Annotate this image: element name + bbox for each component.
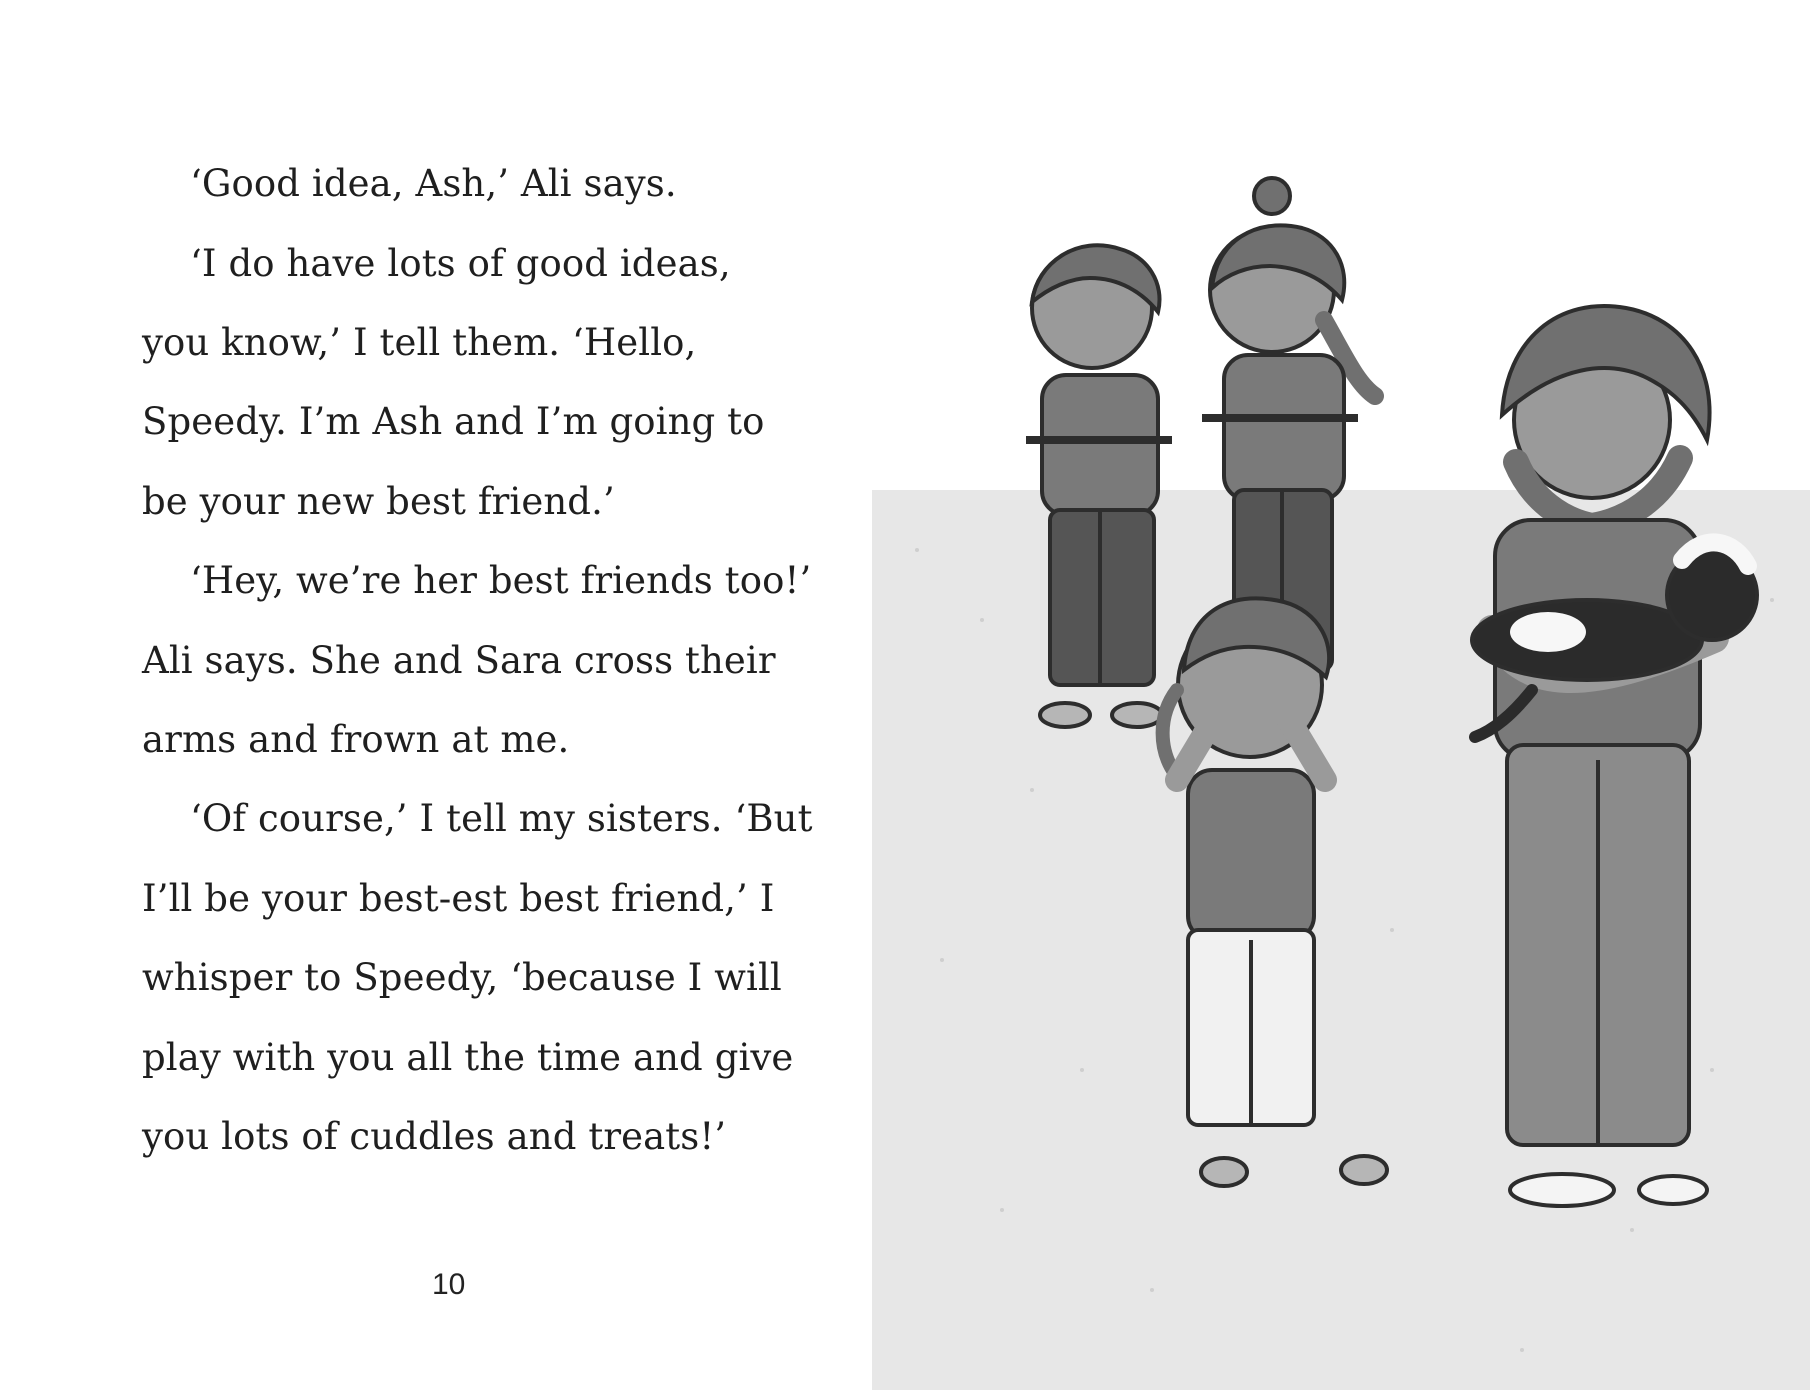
- text-line-2: ‘I do have lots of good ideas,: [190, 242, 731, 285]
- text-line-3: you know,’ I tell them. ‘Hello,: [142, 321, 697, 364]
- text-line-13: you lots of cuddles and treats!’: [142, 1115, 727, 1158]
- text-line-10: I’ll be your best-est best friend,’ I: [142, 877, 775, 920]
- text-line-5: be your new best friend.’: [142, 480, 615, 523]
- text-line-11: whisper to Speedy, ‘because I will: [142, 956, 782, 999]
- text-line-9: ‘Of course,’ I tell my sisters. ‘But: [190, 797, 813, 840]
- text-line-1: ‘Good idea, Ash,’ Ali says.: [190, 162, 677, 205]
- illustration-svg: [872, 170, 1810, 1390]
- text-line-12: play with you all the time and give: [142, 1036, 794, 1079]
- text-line-7: Ali says. She and Sara cross their: [142, 639, 776, 682]
- page-number: 10: [432, 1268, 466, 1301]
- adult-figure: [1492, 306, 1714, 1206]
- text-line-8: arms and frown at me.: [142, 718, 570, 761]
- text-line-6: ‘Hey, we’re her best friends too!’: [190, 559, 812, 602]
- text-line-4: Speedy. I’m Ash and I’m going to: [142, 400, 765, 443]
- story-illustration: [872, 170, 1810, 1390]
